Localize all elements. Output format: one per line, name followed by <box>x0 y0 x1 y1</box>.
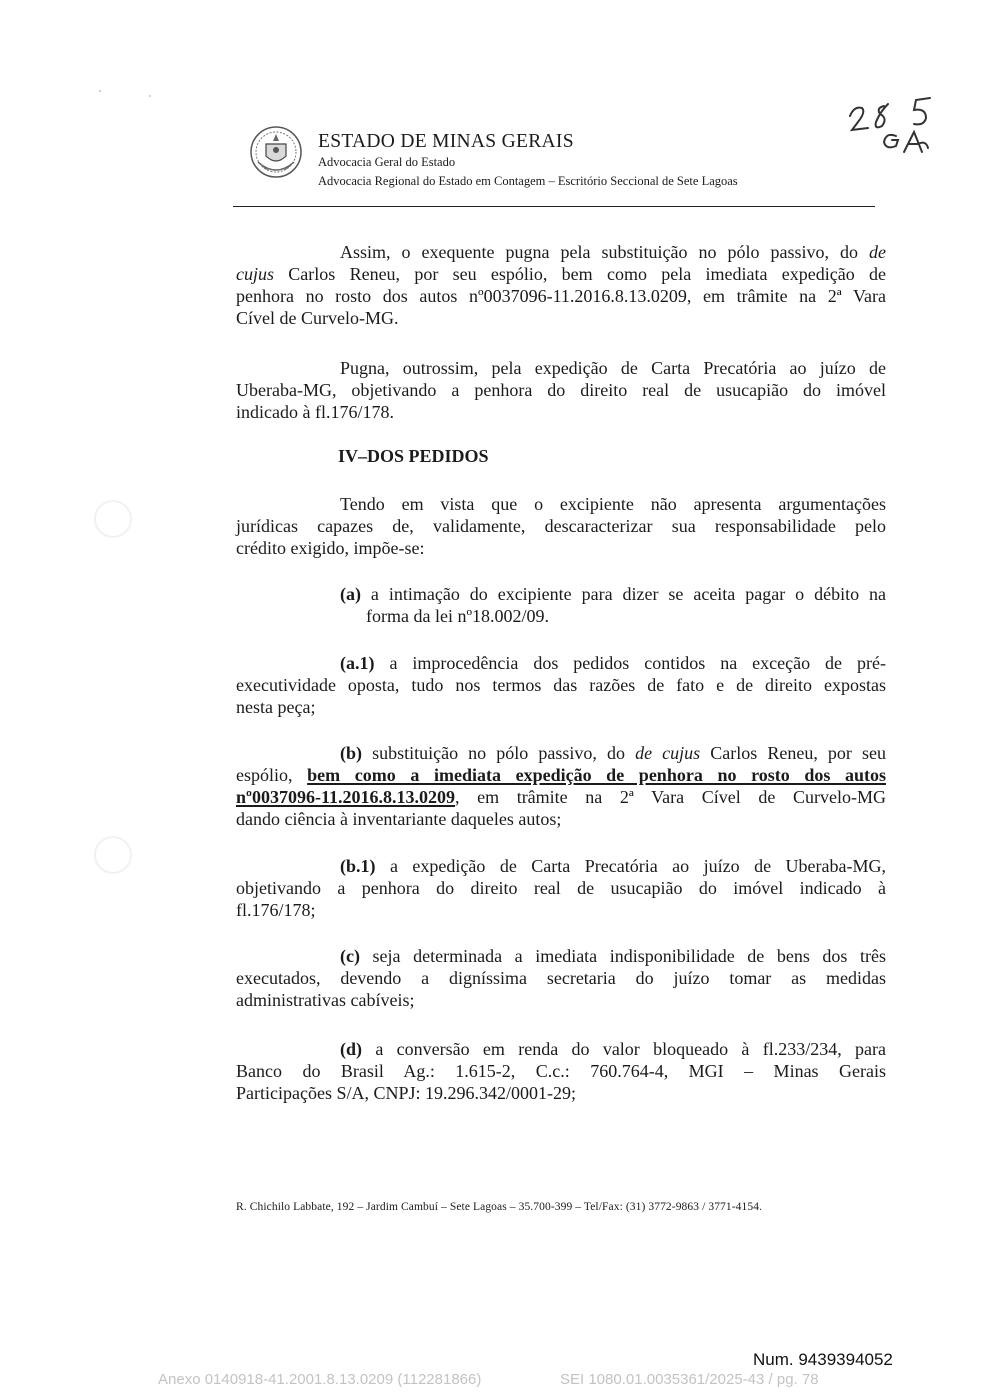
item-b-label: (b) <box>340 743 362 763</box>
item-b-line1-end: Carlos Reneu, por seu <box>700 743 887 763</box>
p1-line2-italic: cujus <box>236 264 274 284</box>
paragraph-substitution <box>236 241 886 329</box>
item-c-line2: executados, devendo a digníssima secretaria do juízo tomar as medidas <box>236 968 886 988</box>
request-item-b <box>236 742 886 830</box>
p1-line4: Cível de Curvelo-MG. <box>236 308 399 328</box>
item-b-case-number: nº0037096-11.2016.8.13.0209 <box>236 787 455 807</box>
p1-line1: Assim, o exequente pugna pela substituição no pólo passivo, do <box>340 242 869 262</box>
item-b1-label: (b.1) <box>340 856 376 876</box>
item-c-line3: administrativas cabíveis; <box>236 990 415 1010</box>
punch-hole-mark <box>94 836 132 874</box>
item-d-line2: Banco do Brasil Ag.: 1.615-2, C.c.: 760.764-4, MGI – Minas Gerais <box>236 1061 886 1081</box>
p3-line1: Tendo em vista que o excipiente não apresenta argumentações <box>340 494 886 514</box>
item-a1-line1: a improcedência dos pedidos contidos na exceção de pré- <box>374 653 886 673</box>
item-b-line2: espólio, <box>236 765 308 785</box>
item-b-line3: , em trâmite na 2ª Vara Cível de Curvelo-MG <box>454 787 886 807</box>
request-item-a1 <box>236 652 886 718</box>
item-a-line2: forma da lei nº18.002/09. <box>366 606 550 626</box>
item-d-line1: a conversão em renda do valor bloqueado à fl.233/234, para <box>362 1039 886 1059</box>
annex-reference: Anexo 0140918-41.2001.8.13.0209 (112281866) <box>158 1371 482 1388</box>
request-item-b1 <box>236 855 886 921</box>
org-subtitle: Advocacia Geral do Estado <box>318 155 456 169</box>
item-a-line1: a intimação do excipiente para dizer se aceita pagar o débito na <box>361 584 886 604</box>
item-d-label: (d) <box>340 1039 362 1059</box>
document-number: Num. 9439394052 <box>753 1350 893 1369</box>
item-b-line1-italic: de cujus <box>635 743 701 763</box>
scan-marks <box>92 86 162 102</box>
item-b1-line3: fl.176/178; <box>236 900 316 920</box>
item-c-line1: seja determinada a imediata indisponibilidade de bens dos três <box>359 946 886 966</box>
item-d-line3: Participações S/A, CNPJ: 19.296.342/0001-29; <box>236 1083 576 1103</box>
item-a-label: (a) <box>340 584 361 604</box>
section-title: IV–DOS PEDIDOS <box>338 446 489 466</box>
item-c-label: (c) <box>340 946 360 966</box>
footer-address: R. Chichilo Labbate, 192 – Jardim Cambuí – Sete Lagoas – 35.700-399 – Tel/Fax: (31) 3772-9863 / 3771-4154. <box>236 1201 763 1213</box>
p2-line1: Pugna, outrossim, pela expedição de Carta Precatória ao juízo de <box>340 358 886 378</box>
org-office: Advocacia Regional do Estado em Contagem – Escritório Seccional de Sete Lagoas <box>318 174 738 188</box>
p1-line3: penhora no rosto dos autos nº0037096-11.2016.8.13.0209, em trâmite na 2ª Vara <box>236 286 886 306</box>
p3-line3: crédito exigido, impõe-se: <box>236 538 425 558</box>
p1-line2: Carlos Reneu, por seu espólio, bem como pela imediata expedição de <box>274 264 886 284</box>
p1-line1-italic: de <box>869 242 886 262</box>
item-b-line1: substituição no pólo passivo, do <box>362 743 636 763</box>
coat-of-arms-icon <box>248 122 304 182</box>
item-b1-line2: objetivando a penhora do direito real de usucapião do imóvel indicado à <box>236 878 886 898</box>
request-item-d <box>236 1038 886 1104</box>
p2-line2: Uberaba-MG, objetivando a penhora do direito real de usucapião do imóvel <box>236 380 886 400</box>
paragraph-intro-requests <box>236 493 886 559</box>
item-a1-line2: executividade oposta, tudo nos termos das razões de fato e de direito expostas <box>236 675 886 695</box>
org-title: ESTADO DE MINAS GERAIS <box>318 131 574 152</box>
request-item-a <box>236 583 886 627</box>
item-a1-line3: nesta peça; <box>236 697 316 717</box>
request-item-c <box>236 945 886 1011</box>
handwritten-page-number <box>838 92 948 158</box>
item-b1-line1: a expedição de Carta Precatória ao juízo de Uberaba-MG, <box>375 856 886 876</box>
p2-line3: indicado à fl.176/178. <box>236 402 394 422</box>
item-b-line2-emphasis: bem como a imediata expedição de penhora no rosto dos autos <box>307 765 887 785</box>
p3-line2: jurídicas capazes de, validamente, descaracterizar sua responsabilidade pelo <box>236 516 886 536</box>
paragraph-precatoria <box>236 357 886 423</box>
item-b-line4: dando ciência à inventariante daqueles autos; <box>236 809 562 829</box>
punch-hole-mark <box>94 500 132 538</box>
sei-page-reference: SEI 1080.01.0035361/2025-43 / pg. 78 <box>560 1371 819 1388</box>
item-a1-label: (a.1) <box>340 653 375 673</box>
header-divider <box>233 206 875 207</box>
